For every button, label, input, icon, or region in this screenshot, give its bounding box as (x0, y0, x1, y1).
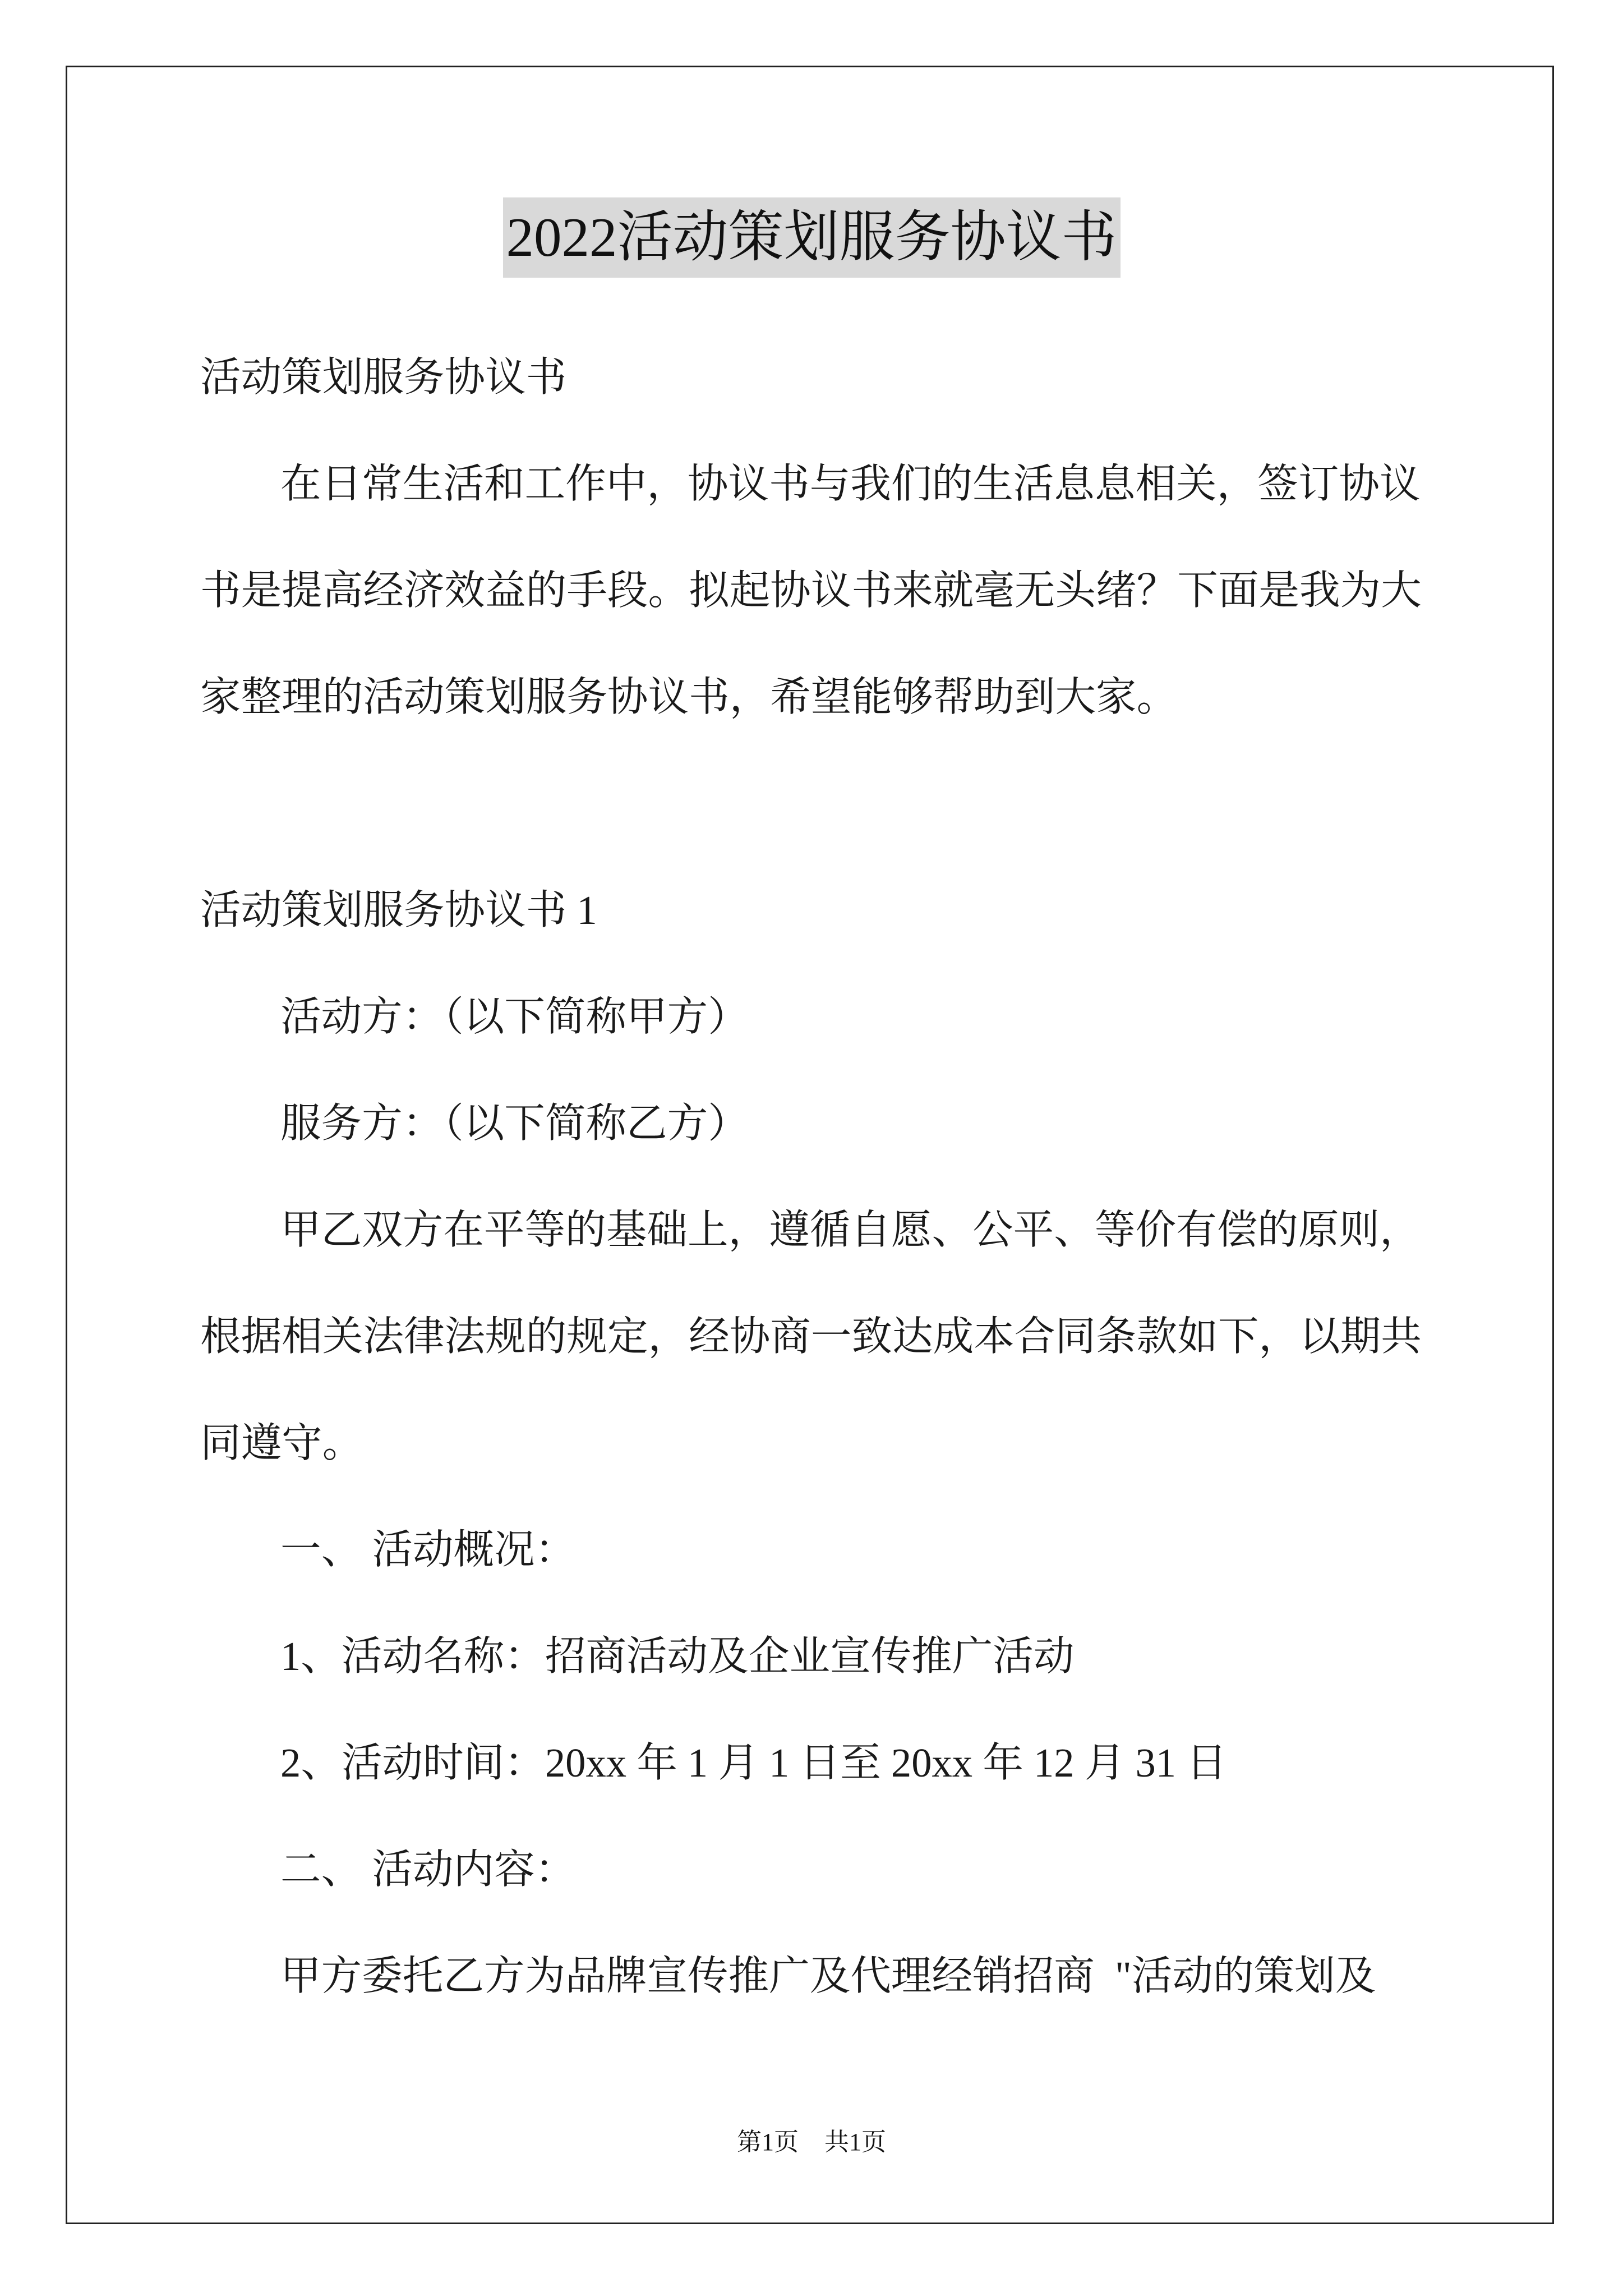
intro-paragraph-line: 家整理的活动策划服务协议书，希望能够帮助到大家。 (200, 674, 1178, 720)
party-b-line: 服务方：（以下简称乙方） (280, 1101, 749, 1146)
page-footer (0, 2128, 1623, 2156)
page-total: 共1页 (824, 2128, 886, 2156)
document-title: 2022活动策划服务协议书 (503, 197, 1121, 278)
section-heading: 活动策划服务协议书 (200, 355, 567, 400)
intro-paragraph-line: 在日常生活和工作中，协议书与我们的生活息息相关，签订协议 (280, 461, 1421, 507)
preamble-paragraph-line: 甲乙双方在平等的基础上，遵循自愿、公平、等价有偿的原则， (280, 1207, 1421, 1253)
activity-name-line: 1、活动名称：招商活动及企业宣传推广活动 (280, 1634, 1075, 1679)
intro-paragraph-line: 书是提高经济效益的手段。拟起协议书来就毫无头绪？下面是我为大 (200, 568, 1422, 613)
agreement-heading: 活动策划服务协议书 1 (200, 887, 597, 933)
title-area (0, 197, 1623, 278)
party-a-line: 活动方：（以下简称甲方） (280, 994, 749, 1039)
content-paragraph-line: 甲方委托乙方为品牌宣传推广及代理经销招商 "活动的策划及 (280, 1953, 1376, 1999)
preamble-paragraph-line: 同遵守。 (200, 1420, 363, 1466)
preamble-paragraph-line: 根据相关法律法规的规定，经协商一致达成本合同条款如下，以期共 (200, 1314, 1422, 1359)
clause-heading-overview: 一、 活动概况： (280, 1527, 576, 1572)
document-body (200, 324, 1434, 2030)
activity-time-line: 2、活动时间：20xx 年 1 月 1 日至 20xx 年 12 月 31 日 (280, 1740, 1227, 1786)
clause-heading-content: 二、 活动内容： (280, 1847, 576, 1892)
blank-line (200, 751, 1434, 857)
page-number: 第1页 (737, 2128, 799, 2156)
